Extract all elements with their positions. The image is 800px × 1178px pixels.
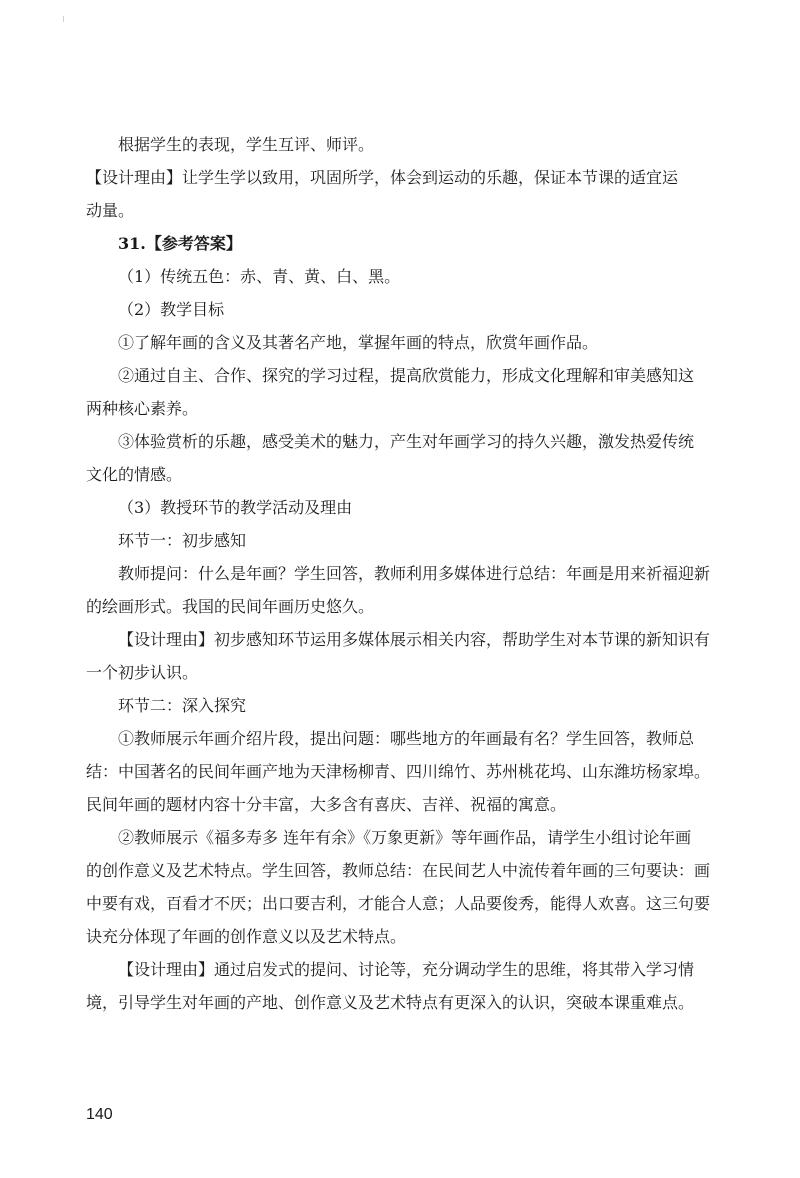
text-line: 的创作意义及艺术特点。学生回答，教师总结：在民间艺人中流传着年画的三句要诀：画 bbox=[86, 861, 711, 880]
page-number: 140 bbox=[86, 1106, 113, 1123]
scan-corner-mark bbox=[63, 16, 64, 22]
answer-heading: 31.【参考答案】 bbox=[118, 234, 242, 253]
text-line: 文化的情感。 bbox=[86, 465, 183, 484]
text-line: 一个初步认识。 bbox=[86, 663, 199, 682]
step-heading: 环节一：初步感知 bbox=[118, 531, 247, 550]
text-line: ③体验赏析的乐趣，感受美术的魅力，产生对年画学习的持久兴趣，激发热爱传统 bbox=[118, 432, 695, 451]
text-line: 根据学生的表现，学生互评、师评。 bbox=[118, 135, 375, 154]
text-line: 【设计理由】初步感知环节运用多媒体展示相关内容，帮助学生对本节课的新知识有 bbox=[118, 630, 711, 649]
text-line: 诀充分体现了年画的创作意义以及艺术特点。 bbox=[86, 927, 407, 946]
text-line: ②教师展示《福多寿多 连年有余》《万象更新》等年画作品，请学生小组讨论年画 bbox=[118, 828, 692, 847]
text-line: 境，引导学生对年画的产地、创作意义及艺术特点有更深入的认识，突破本课重难点。 bbox=[86, 993, 695, 1012]
text-line: ①了解年画的含义及其著名产地，掌握年画的特点，欣赏年画作品。 bbox=[118, 333, 599, 352]
page-body bbox=[86, 128, 716, 1019]
text-line: 教师提问：什么是年画？学生回答，教师利用多媒体进行总结：年画是用来祈福迎新 bbox=[118, 564, 711, 583]
text-line: 两种核心素养。 bbox=[86, 399, 199, 418]
step-heading: 环节二：深入探究 bbox=[118, 696, 247, 715]
section-heading: （3）教授环节的教学活动及理由 bbox=[118, 498, 353, 517]
text-line: ②通过自主、合作、探究的学习过程，提高欣赏能力，形成文化理解和审美感知这 bbox=[118, 366, 695, 385]
text-line: 【设计理由】通过启发式的提问、讨论等，充分调动学生的思维，将其带入学习情 bbox=[118, 960, 695, 979]
section-heading: （2）教学目标 bbox=[118, 300, 225, 319]
text-line: 动量。 bbox=[86, 201, 135, 220]
text-line: 民间年画的题材内容十分丰富，大多含有喜庆、吉祥、祝福的寓意。 bbox=[86, 795, 567, 814]
text-line: 中要有戏，百看才不厌；出口要吉利，才能合人意；人品要俊秀，能得人欢喜。这三句要 bbox=[86, 894, 711, 913]
text-line: ①教师展示年画介绍片段，提出问题：哪些地方的年画最有名？学生回答，教师总 bbox=[118, 729, 695, 748]
text-line: 的绘画形式。我国的民间年画历史悠久。 bbox=[86, 597, 375, 616]
text-line: （1）传统五色：赤、青、黄、白、黑。 bbox=[118, 267, 401, 286]
text-line: 结：中国著名的民间年画产地为天津杨柳青、四川绵竹、苏州桃花坞、山东潍坊杨家埠。 bbox=[86, 762, 711, 781]
text-line: 【设计理由】让学生学以致用，巩固所学，体会到运动的乐趣，保证本节课的适宜运 bbox=[86, 168, 679, 187]
